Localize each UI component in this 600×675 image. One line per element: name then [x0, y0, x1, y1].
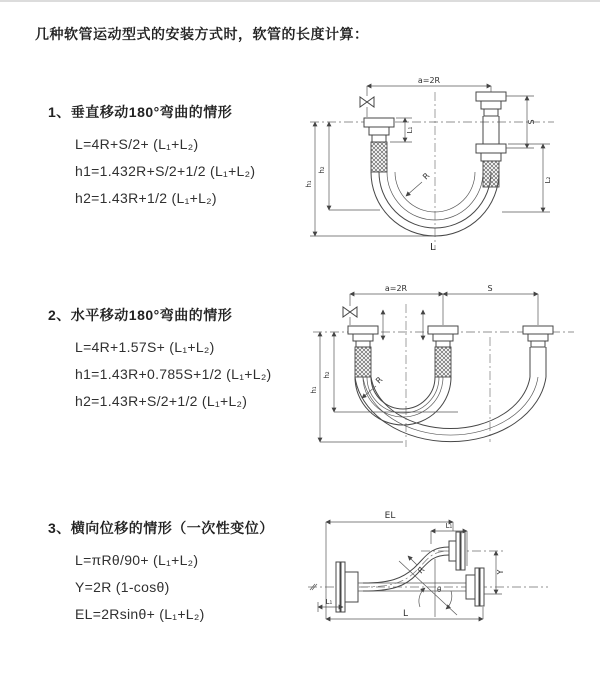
valve-icon [343, 294, 357, 325]
dim-label-h1: h₁ [305, 180, 313, 188]
formula-L: L=πRθ/90+ (L₁+L₂) [75, 552, 199, 568]
radius-label: R [416, 565, 427, 576]
left-fitting [348, 326, 378, 377]
right-fitting-upper [476, 92, 506, 144]
left-fitting [364, 118, 394, 172]
right-fitting-displaced [523, 326, 553, 377]
section-lateral-displacement [48, 518, 308, 628]
dimension-l [326, 607, 483, 619]
dim-label-a2r: a=2R [417, 76, 441, 85]
dim-label-a2r: a=2R [384, 284, 408, 293]
dim-label-s: S [527, 119, 536, 125]
dimension-l2 [502, 144, 552, 212]
radius-callout [408, 556, 427, 575]
formula-h1: h1=1.43R+0.785S+1/2 (L₁+L₂) [75, 366, 272, 382]
section-1-heading: 1、垂直移动180°弯曲的情形 [48, 104, 233, 120]
dim-label-l: L [403, 609, 409, 619]
dim-label-l2: L₂ [544, 176, 552, 184]
diagram-lateral-displacement [303, 499, 600, 651]
formula-h2: h2=1.43R+S/2+1/2 (L₁+L₂) [75, 393, 248, 409]
dim-label-l1-left: L₁ [325, 598, 333, 606]
formula-h2: h2=1.43R+1/2 (L₁+L₂) [75, 190, 217, 206]
right-fitting-lower [466, 568, 484, 606]
left-fitting [336, 562, 358, 612]
section-vertical-movement [48, 102, 308, 212]
angle-label: θ [437, 586, 442, 594]
dimension-h1 [305, 122, 435, 236]
right-fitting-lower [476, 144, 506, 187]
valve-icon [360, 86, 374, 117]
dim-label-s: S [487, 284, 493, 293]
dim-label-h2: h₂ [323, 371, 331, 379]
dim-label-h1: h₁ [310, 386, 318, 394]
length-label: L [430, 242, 436, 253]
page-title: 几种软管运动型式的安装方式时，软管的长度计算： [35, 26, 369, 42]
diagram-horizontal-180-bend [308, 282, 598, 454]
section-2-heading: 2、水平移动180°弯曲的情形 [48, 307, 233, 323]
formula-L: L=4R+1.57S+ (L₁+L₂) [75, 339, 215, 355]
formula-L: L=4R+S/2+ (L₁+L₂) [75, 136, 199, 152]
dim-label-l1-top: L₁ [445, 522, 453, 530]
dimension-y [484, 551, 505, 594]
dim-label-el: EL [384, 511, 396, 521]
dimension-a2r [350, 284, 443, 325]
centerlines [310, 92, 554, 250]
dim-label-l1: L₁ [406, 126, 414, 134]
dimension-s [443, 284, 538, 325]
formula-Y: Y=2R (1-cosθ) [75, 579, 170, 595]
fitting-length-ticks [383, 310, 423, 340]
dimension-a2r [367, 76, 491, 92]
dim-label-y: Y [496, 569, 505, 575]
hose-s-curve [361, 547, 449, 591]
radius-label: R [374, 375, 385, 386]
formula-EL: EL=2Rsinθ+ (L₁+L₂) [75, 606, 205, 622]
section-horizontal-movement [48, 305, 308, 415]
dim-label-h2: h₂ [318, 166, 326, 174]
middle-fitting [428, 326, 458, 377]
diagram-vertical-180-bend [302, 72, 590, 260]
radius-callout [406, 171, 432, 196]
radius-label: R [421, 171, 432, 182]
formula-h1: h1=1.432R+S/2+1/2 (L₁+L₂) [75, 163, 256, 179]
section-3-heading: 3、横向位移的情形（一次性变位） [48, 520, 274, 536]
right-fitting-upper [449, 532, 465, 570]
hose-u-bend-original [355, 377, 451, 425]
